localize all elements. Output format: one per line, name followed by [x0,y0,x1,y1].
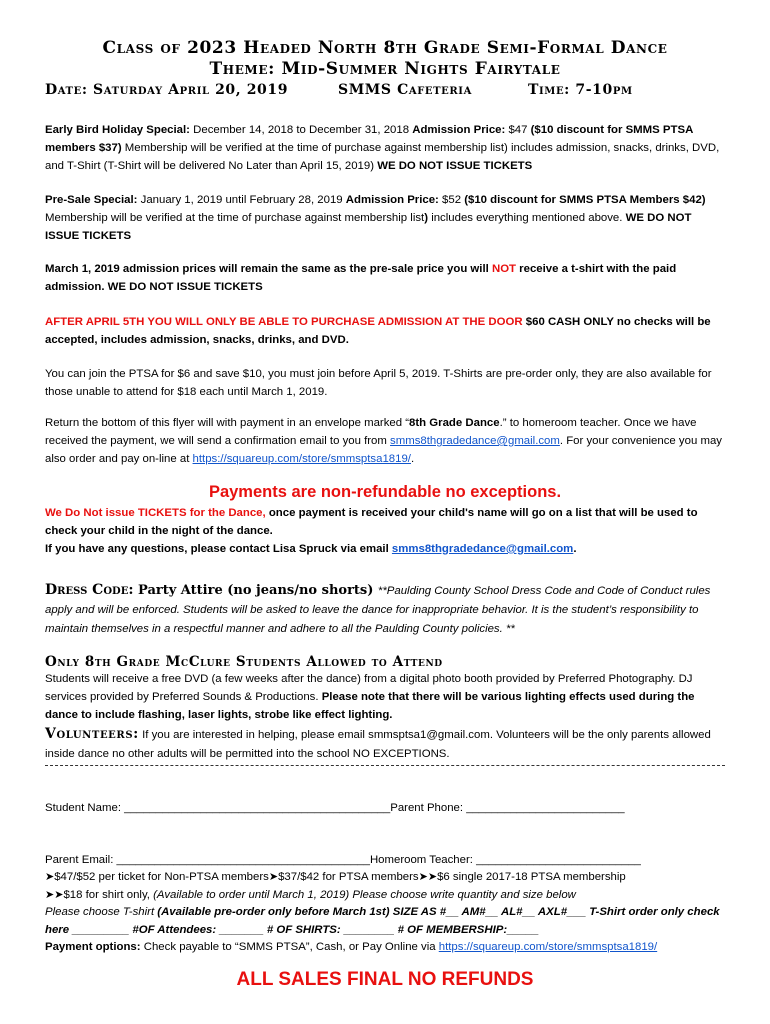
option-ptsa: $37/$42 for PTSA members [278,871,419,883]
arrow-bullet-icon: ➤ [268,871,279,883]
pre-sale-discount: ($10 discount for SMMS PTSA Members $42) [464,194,706,206]
after-april-red: AFTER APRIL 5TH YOU WILL ONLY BE ABLE TO PURCHASE ADMISSION AT THE DOOR [45,316,523,328]
early-bird-paragraph [45,121,725,175]
questions-end: . [573,543,577,555]
return-info-paragraph [45,414,725,468]
dress-code-attire: Party Attire (no jeans/no shorts) [133,583,378,598]
shirt-order-fields[interactable]: (Available pre-order only before March 1st) SIZE AS #__ AM#__ AL#__ AXL#___ T-Shirt order only check here _________ #OF Attendees: _______ # OF SHIRTS: ________ # OF MEMBERSHIP:_____ [45,906,720,936]
pre-sale-label: Pre-Sale Special: [45,194,138,206]
shirt-only-price: $18 for shirt only, [63,889,154,901]
dress-code-paragraph [45,581,725,639]
event-time: Time: 7-10pm [528,82,633,98]
ticket-options-row [45,868,725,886]
payment-text: Check payable to “SMMS PTSA”, Cash, or Pay Online via [140,941,439,953]
dress-code-heading: Dress Code: [45,582,134,598]
early-bird-label: Early Bird Holiday Special: [45,124,190,136]
shirt-only-note: (Available to order until March 1, 2019) Please choose write quantity and size below [153,889,576,901]
arrow-bullet-icon: ➤ [45,871,55,883]
pre-sale-paragraph [45,191,725,245]
student-name-label: Student Name: [45,802,125,814]
questions-text: If you have any questions, please contact Lisa Spruck via email [45,543,392,555]
final-notice: ALL SALES FINAL NO REFUNDS [236,969,534,990]
after-april-black: $60 CASH ONLY no checks will be accepted, includes admission, snacks, drinks, and DVD. [45,316,711,346]
dress-code-policy: **Paulding County School Dress Code and Code of Conduct rules apply and will be enforced. Students will be asked to leave the dance for inappropriate behavior. It is the student’s responsibility to maintain themselves in a respectful manner and adhere to all the Paulding County policies. ** [45,585,711,635]
title-line-1: Class of 2023 Headed North 8th Grade Semi-Formal Dance [102,38,668,58]
parent-email-label: Parent Email: [45,854,117,866]
order-online-link[interactable]: https://squareup.com/store/smmsptsa1819/ [192,453,411,465]
pre-sale-price-label: Admission Price: [345,194,439,206]
option-non-ptsa: $47/$52 per ticket for Non-PTSA members [54,871,269,883]
no-tickets-red: We Do Not issue TICKETS for the Dance, [45,507,266,519]
questions-line [45,540,725,558]
no-tickets-black: once payment is received your child's name will go on a list that will be used to check your child in the night of the dance. [45,507,698,537]
arrow-bullet-icon: ➤ [427,871,438,883]
return-text-c: . For your convenience you may also order and pay on-line at [45,435,722,465]
event-location: SMMS Cafeteria [338,82,472,98]
payment-options-row [45,938,725,956]
parent-email-field[interactable]: ________________________________________ [116,854,370,866]
parent-email-row [45,851,725,869]
pre-sale-dates: January 1, 2019 until February 28, 2019 [137,194,346,206]
march-text-a: March 1, 2019 admission prices will remain the same as the pre-sale price you will [45,263,492,275]
student-name-field[interactable]: __________________________________________ [124,802,391,814]
payment-online-link[interactable]: https://squareup.com/store/smmsptsa1819/ [438,941,658,953]
shirt-choose-text: Please choose T-shirt [45,906,158,918]
early-bird-price: $47 [505,124,531,136]
questions-email-link[interactable]: smms8thgradedance@gmail.com [391,543,574,555]
after-april-paragraph [45,313,725,349]
homeroom-label: Homeroom Teacher: [369,854,477,866]
no-tickets-note [45,504,725,540]
pre-sale-paren: ) [424,212,429,224]
early-bird-dates: December 14, 2018 to December 31, 2018 [189,124,413,136]
early-bird-details: Membership will be verified at the time of purchase against membership list) includes admission, snacks, drinks, DVD, and T-Shirt (T-Shirt will be delivered No Later than April 15, 2019) [45,142,720,172]
only-students-text: Students will receive a free DVD (a few weeks after the dance) from a digital photo booth provided by Preferred Photography. DJ services provided by Preferred Sounds & Productions. [45,673,693,703]
early-bird-no-tickets: WE DO NOT ISSUE TICKETS [377,160,533,172]
pre-sale-details: Membership will be verified at the time of purchase against membership list [45,212,425,224]
parent-phone-field[interactable]: _________________________ [466,802,625,814]
shirt-only-row [45,886,725,904]
refund-heading: Payments are non-refundable no exceptions. [208,483,562,501]
early-bird-price-label: Admission Price: [412,124,506,136]
volunteers-heading: Volunteers: [45,726,139,742]
shirt-order-paragraph [45,903,725,939]
arrow-bullet-icon: ➤ [45,889,55,901]
ptsa-join-paragraph: You can join the PTSA for $6 and save $10, you must join before April 5, 2019. T-Shirts are pre-order only, they are also available for those unable to attend for $18 each until March 1, 2019. [45,368,712,398]
pre-sale-price: $52 [438,194,465,206]
arrow-bullet-icon: ➤ [54,889,64,901]
cut-line [45,765,725,766]
pre-sale-details-2: includes everything mentioned above. [428,212,626,224]
parent-phone-label: Parent Phone: [390,802,467,814]
only-students-heading: Only 8th Grade McClure Students Allowed to Attend [45,654,443,670]
early-bird-discount: ($10 discount for SMMS PTSA members $37) [45,124,693,154]
return-text-d: . [410,453,415,465]
march-not: NOT [491,263,517,275]
option-membership: $6 single 2017-18 PTSA membership [437,871,626,883]
volunteers-text: If you are interested in helping, please email smmsptsa1@gmail.com. Volunteers will be the only parents allowed inside dance no other adults will be permitted into the school NO EXCEPTIONS. [45,729,711,760]
payment-label: Payment options: [45,941,141,953]
homeroom-field[interactable]: __________________________ [476,854,641,866]
march-paragraph [45,260,725,296]
title-line-2: Theme: Mid-Summer Nights Fairytale [209,59,561,79]
arrow-bullet-icon: ➤ [418,871,428,883]
march-text-b: receive a t-shirt with the paid admission. WE DO NOT ISSUE TICKETS [45,263,677,293]
confirmation-email-link[interactable]: smms8thgradedance@gmail.com [390,435,560,447]
volunteers-paragraph [45,725,725,764]
only-students-paragraph [45,670,725,724]
lighting-warning: Please note that there will be various lighting effects used during the dance to include flashing, laser lights, strobe like effect lighting. [45,691,695,721]
return-text-b: .” to homeroom teacher. Once we have received the payment, we will send a confirmation email to you from [45,417,697,447]
return-text-a: Return the bottom of this flyer will with payment in an envelope marked “ [45,417,410,429]
return-marked: 8th Grade Dance [409,417,500,429]
student-row [45,799,725,817]
event-date: Date: Saturday April 20, 2019 [45,82,289,98]
pre-sale-no-tickets: WE DO NOT ISSUE TICKETS [45,212,692,242]
